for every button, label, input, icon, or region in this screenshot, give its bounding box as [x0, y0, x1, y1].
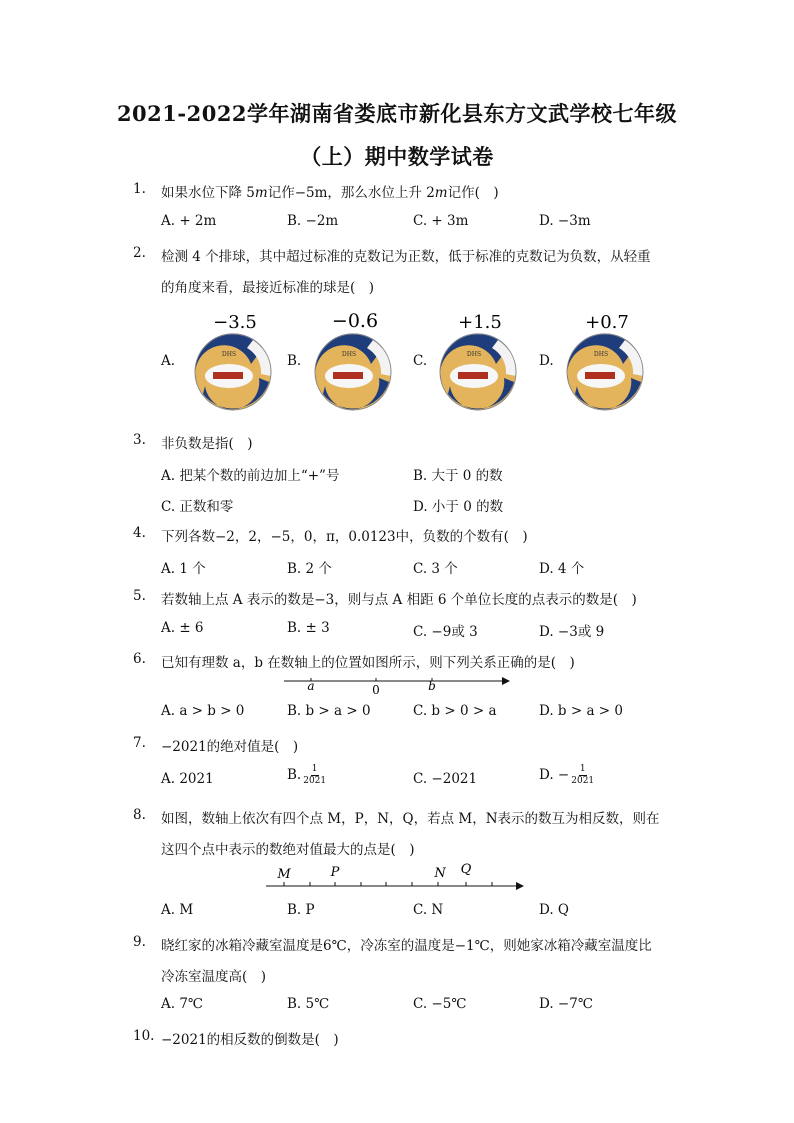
volleyball-b-image	[310, 305, 400, 413]
q7-option-d: D. − $\frac{1}{2021}$	[539, 764, 595, 786]
ball-d-brand: DHS	[593, 351, 609, 358]
q6-number-line	[280, 672, 512, 698]
q5-option-c: C. −9或 3	[413, 624, 478, 640]
question-2-number: 2.	[133, 245, 146, 261]
q5-option-d: D. −3或 9	[539, 624, 605, 640]
question-2-line2: 的角度来看，最接近标准的球是( )	[161, 280, 375, 296]
q1-option-b: B. −2m	[287, 213, 339, 229]
q3-option-c: C. 正数和零	[161, 499, 234, 515]
q8-label-p: P	[330, 865, 340, 880]
q1-option-a: A. + 2m	[161, 213, 217, 229]
question-9-line1: 晓红家的冰箱冷藏室温度是6℃，冷冻室的温度是−1℃，则她家冰箱冷藏室温度比	[161, 938, 652, 954]
q8-number-line	[262, 861, 528, 895]
exam-title-line2: （上）期中数学试卷	[300, 144, 494, 169]
question-9-line2: 冷冻室温度高( )	[161, 969, 267, 985]
q1-option-d: D. −3m	[539, 213, 591, 229]
ball-b-brand: DHS	[341, 351, 357, 358]
q3-option-b: B. 大于 0 的数	[413, 468, 503, 484]
q7-d-fraction: $\frac{1}{2021}$	[571, 764, 595, 786]
volleyball-d-image	[562, 308, 652, 412]
question-8-number: 8.	[133, 807, 146, 823]
question-4-text: 下列各数−2，2，−5，0，π，0.0123中，负数的个数有( )	[161, 529, 528, 545]
q8-label-q: Q	[460, 862, 472, 877]
q8-label-n: N	[434, 866, 446, 881]
q6-option-c: C. b > 0 > a	[413, 703, 497, 719]
ball-c-brand: DHS	[466, 351, 482, 358]
question-6-number: 6.	[133, 651, 146, 667]
question-3-number: 3.	[133, 432, 146, 448]
q3-option-a: A. 把某个数的前边加上“+”号	[161, 468, 340, 484]
q9-option-c: C. −5℃	[413, 996, 467, 1012]
q6-label-0: 0	[372, 683, 380, 697]
q6-label-a: a	[307, 679, 315, 693]
question-1-text: 如果水位下降 5m记作−5m，那么水位上升 2m记作( )	[161, 185, 499, 201]
ball-c-value: +1.5	[458, 312, 502, 333]
q5-option-a: A. ± 6	[161, 620, 204, 636]
q6-label-b: b	[428, 679, 436, 693]
q1-option-c: C. + 3m	[413, 213, 469, 229]
q4-option-c: C. 3 个	[413, 561, 458, 577]
q2-option-d-label: D.	[539, 353, 554, 369]
q8-option-b: B. P	[287, 902, 315, 918]
question-6-text: 已知有理数 a，b 在数轴上的位置如图所示，则下列关系正确的是( )	[161, 655, 575, 671]
q7-b-fraction: $\frac{1}{2021}$	[303, 764, 327, 786]
q2-option-a-label: A.	[161, 353, 176, 369]
ball-a-brand: DHS	[221, 351, 237, 358]
q4-option-d: D. 4 个	[539, 561, 585, 577]
volleyball-a-image	[190, 308, 280, 412]
exam-title-line1: 2021-2022学年湖南省娄底市新化县东方文武学校七年级	[116, 101, 678, 126]
q9-option-a: A. 7℃	[161, 996, 204, 1012]
ball-d-value: +0.7	[585, 312, 629, 333]
q6-option-a: A. a > b > 0	[161, 703, 245, 719]
question-5-number: 5.	[133, 588, 146, 604]
question-1-number: 1.	[133, 181, 146, 197]
q8-option-a: A. M	[161, 902, 194, 918]
q8-label-m: M	[277, 867, 291, 882]
q4-option-a: A. 1 个	[161, 561, 206, 577]
q2-option-c-label: C.	[413, 353, 428, 369]
q9-option-d: D. −7℃	[539, 996, 593, 1012]
q9-option-b: B. 5℃	[287, 996, 330, 1012]
q2-option-b-label: B.	[287, 353, 302, 369]
q8-option-c: C. N	[413, 902, 444, 918]
q7-option-b: B. $\frac{1}{2021}$	[287, 764, 327, 786]
q5-option-b: B. ± 3	[287, 620, 330, 636]
volleyball-c-image	[435, 308, 525, 412]
question-10-number: 10.	[133, 1028, 155, 1044]
ball-b-value: −0.6	[331, 310, 379, 332]
question-8-line2: 这四个点中表示的数绝对值最大的点是( )	[161, 842, 415, 858]
question-4-number: 4.	[133, 525, 146, 541]
ball-a-value: −3.5	[213, 312, 257, 333]
q4-option-b: B. 2 个	[287, 561, 332, 577]
q7-option-a: A. 2021	[161, 771, 214, 787]
question-9-number: 9.	[133, 934, 146, 950]
q6-axis-arrow	[502, 677, 510, 685]
q8-axis-arrow	[516, 882, 524, 890]
q3-option-d: D. 小于 0 的数	[413, 499, 504, 515]
question-10-text: −2021的相反数的倒数是( )	[161, 1032, 339, 1048]
q6-option-b: B. b > a > 0	[287, 703, 371, 719]
question-8-line1: 如图，数轴上依次有四个点 M，P，N，Q，若点 M，N表示的数互为相反数，则在	[161, 811, 660, 827]
q6-option-d: D. b > a > 0	[539, 703, 623, 719]
question-7-text: −2021的绝对值是( )	[161, 739, 299, 755]
question-2-line1: 检测 4 个排球，其中超过标准的克数记为正数，低于标准的克数记为负数，从轻重	[161, 249, 651, 265]
q7-option-c: C. −2021	[413, 771, 478, 787]
question-7-number: 7.	[133, 735, 146, 751]
question-3-text: 非负数是指( )	[161, 436, 253, 452]
q8-option-d: D. Q	[539, 902, 569, 918]
question-5-text: 若数轴上点 A 表示的数是−3，则与点 A 相距 6 个单位长度的点表示的数是( )	[161, 592, 637, 608]
